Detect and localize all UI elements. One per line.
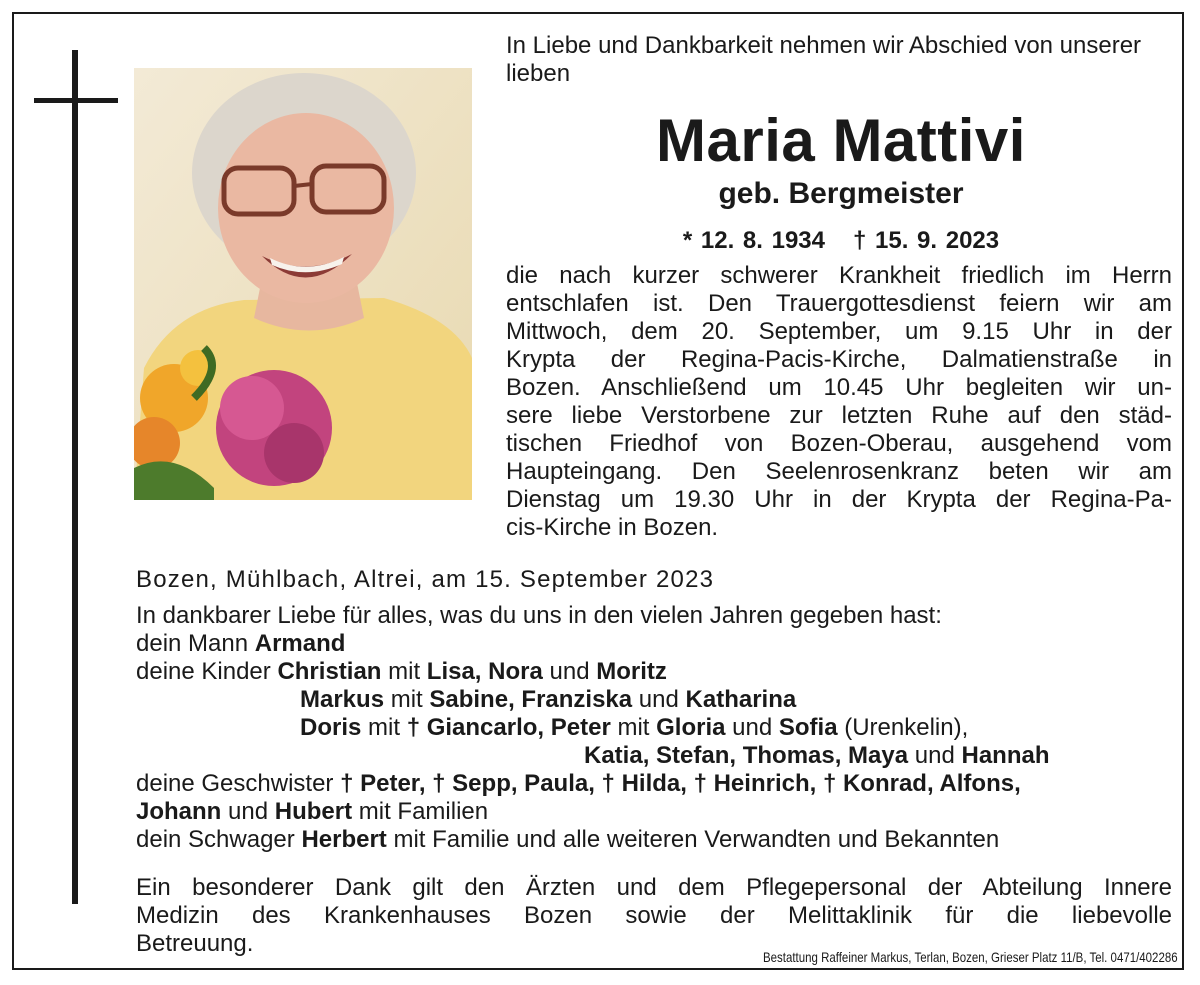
family-line-brother-in-law <box>136 826 1176 854</box>
relative-names: Katia, Stefan, Thomas, Maya <box>584 742 909 769</box>
text-line: Dienstag um 19.30 Uhr in der Krypta der Regina-Pa- <box>506 486 1172 513</box>
text-line: cis-Kirche in Bozen. <box>506 514 719 541</box>
label: dein Mann <box>136 630 255 657</box>
note: mit Familien <box>352 798 489 825</box>
family-line-child2 <box>136 686 1176 714</box>
connector: und <box>632 686 686 713</box>
place-and-date: Bozen, Mühlbach, Altrei, am 15. September 2023 <box>136 566 715 593</box>
death-date: † 15. 9. 2023 <box>853 227 1000 254</box>
family-line-siblings-cont <box>136 798 1176 826</box>
text-line: tischen Friedhof von Bozen-Oberau, ausgehend vom <box>506 430 1172 457</box>
text-line: Krypta der Regina-Pacis-Kirche, Dalmatienstraße in <box>506 346 1172 373</box>
relative-names: Katharina <box>685 686 797 713</box>
text-line: Bozen. Anschließend um 10.45 Uhr begleiten wir un- <box>506 374 1172 401</box>
label: dein Schwager <box>136 826 302 853</box>
text-line: die nach kurzer schwerer Krankheit friedlich im Herrn <box>506 262 1172 289</box>
child-name: Markus <box>300 686 385 713</box>
connector: mit <box>361 714 407 741</box>
family-line-children <box>136 658 1176 686</box>
funeral-details <box>506 262 1172 542</box>
note: (Urenkelin), <box>837 714 969 741</box>
relative-names: Sabine, Franziska <box>429 686 633 713</box>
relative-names: Johann <box>136 798 222 825</box>
cross-icon <box>72 50 78 904</box>
note: mit Familie und alle weiteren Verwandten und Bekannten <box>386 826 1000 853</box>
connector: und <box>725 714 779 741</box>
connector: mit <box>384 686 430 713</box>
deceased-name: Maria Mattivi <box>656 107 1026 174</box>
text-line: sere liebe Verstorbene zur letzten Ruhe auf den städ- <box>506 402 1172 429</box>
connector: und <box>908 742 962 769</box>
text-line: entschlafen ist. Den Trauergottesdienst feiern wir am <box>506 290 1172 317</box>
relative-names: † Giancarlo, Peter <box>406 714 611 741</box>
text-line: Ein besonderer Dank gilt den Ärzten und dem Pflegepersonal der Abteilung Innere <box>136 874 1172 901</box>
connector: mit <box>381 658 427 685</box>
final-thanks <box>136 874 1172 958</box>
label: deine Geschwister <box>136 770 341 797</box>
relative-names: Herbert <box>301 826 387 853</box>
undertaker-info: Bestattung Raffeiner Markus, Terlan, Bozen, Grieser Platz 11/B, Tel. 0471/402286 <box>763 949 1178 965</box>
family-line-child3 <box>136 714 1176 742</box>
portrait-photo <box>134 68 472 500</box>
label: deine Kinder <box>136 658 278 685</box>
family-line-siblings <box>136 770 1176 798</box>
text-line: Medizin des Krankenhauses Bozen sowie der Melittaklinik für die liebevolle <box>136 902 1172 929</box>
family-intro: In dankbarer Liebe für alles, was du uns in den vielen Jahren gegeben hast: <box>136 602 942 629</box>
life-dates <box>506 226 1176 256</box>
family-line-grandchildren <box>136 742 1176 770</box>
birth-date: * 12. 8. 1934 <box>682 227 825 254</box>
relative-names: Hannah <box>961 742 1050 769</box>
relative-names: Sofia <box>778 714 838 741</box>
child-name: Doris <box>300 714 362 741</box>
intro-text: In Liebe und Dankbarkeit nehmen wir Abschied von unserer lieben <box>506 32 1142 87</box>
birth-name: geb. Bergmeister <box>718 177 964 210</box>
text-line: Mittwoch, dem 20. September, um 9.15 Uhr in der <box>506 318 1172 345</box>
relative-names: Gloria <box>656 714 726 741</box>
child-name: Christian <box>277 658 382 685</box>
text-line: Haupteingang. Den Seelenrosenkranz beten wir am <box>506 458 1172 485</box>
relative-names: Moritz <box>596 658 667 685</box>
relative-names: Lisa, Nora <box>426 658 543 685</box>
connector: und <box>542 658 597 685</box>
relative-names: Hubert <box>274 798 353 825</box>
cross-icon-bar <box>34 98 118 103</box>
connector: und <box>221 798 275 825</box>
connector: mit <box>610 714 657 741</box>
family-list <box>136 602 1176 854</box>
text-line: Betreuung. <box>136 930 254 957</box>
relative-names: † Peter, † Sepp, Paula, † Hilda, † Heinrich, † Konrad, Alfons, <box>340 770 1021 797</box>
family-line-husband <box>136 630 1176 658</box>
husband-name: Armand <box>254 630 346 657</box>
